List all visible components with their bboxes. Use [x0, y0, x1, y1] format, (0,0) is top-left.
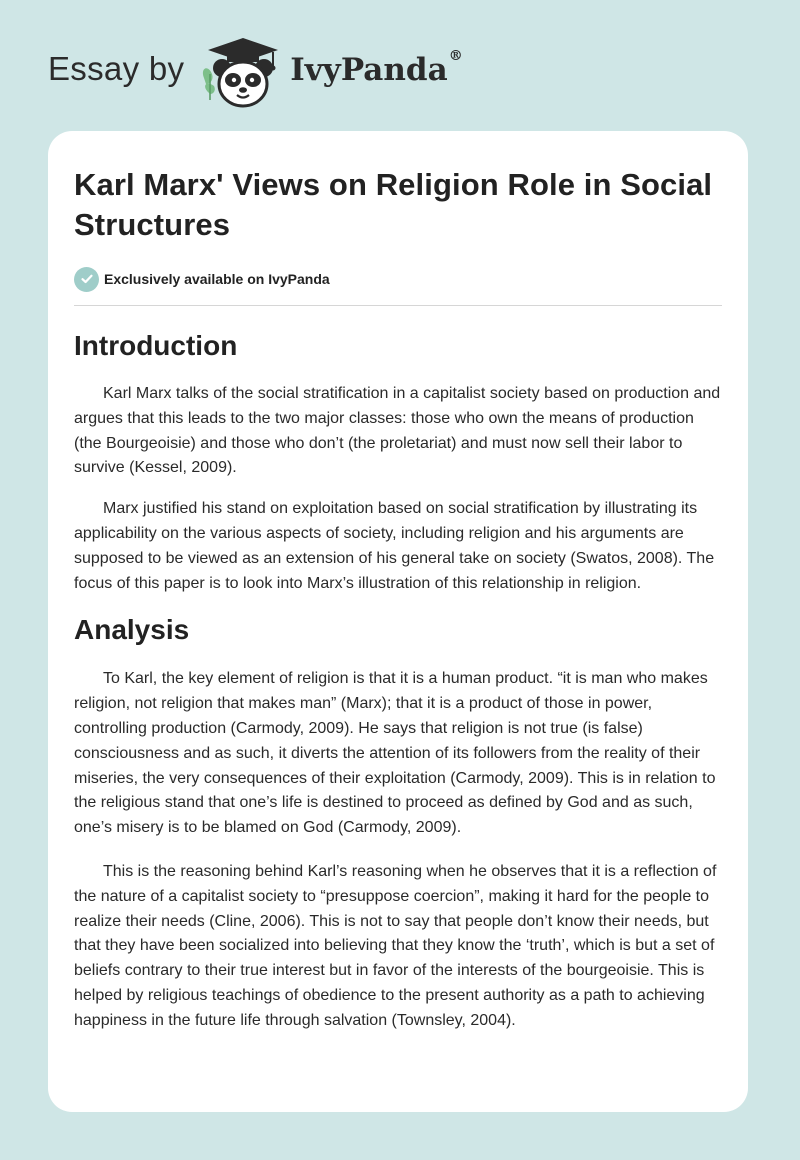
exclusive-badge — [74, 265, 722, 293]
brand-name[interactable]: IvyPanda® — [290, 48, 463, 88]
essay-title: Karl Marx' Views on Religion Role in Social Structures — [74, 167, 713, 242]
panda-logo-icon[interactable] — [198, 34, 288, 110]
section-heading-introduction: Introduction — [74, 330, 238, 361]
brand-prefix: Essay by — [48, 50, 185, 87]
paragraph: Karl Marx talks of the social stratification in a capitalist society based on production and argues that this leads to the two major classes: those who own the means of production (the Bourgeoisie) and those who don’t (the proletariat) and must now sell their labor to survive (Kessel, 2009). — [74, 385, 721, 477]
badge-label: Exclusively available on IvyPanda — [104, 271, 330, 287]
paragraph: To Karl, the key element of religion is that it is a human product. “it is man who makes religion, not religion that makes man” (Marx); that it is a product of those in power, controlling production (Carmody, 2009). He says that religion is not true (is false) consciousness and as such, it diverts the attention of its followers from the reality of their miseries, the very consequences of their exploitation (Carmody, 2009). This is in relation to the religious stand that one’s life is destined to proceed as defined by God and as such, one’s misery is to be blamed on God (Carmody, 2009). — [74, 670, 716, 837]
paragraph: This is the reasoning behind Karl’s reasoning when he observes that it is a reflection of the nature of a capitalist society to “presuppose coercion”, making it hard for the people to realize their needs (Cline, 2006). This is not to say that people don’t know their needs, but that they have been socialized into believing that they know the ‘truth’, which is but a set of beliefs contrary to their true interest but in favor of the interests of the bourgeoisie. This is helped by religious teachings of obedience to the present authority as a path to achieving happiness in the future life through salvation (Townsley, 2004). — [74, 862, 717, 1029]
essay-card — [48, 131, 748, 1112]
site-header — [48, 34, 463, 110]
divider — [74, 305, 722, 306]
paragraph: Marx justified his stand on exploitation based on social stratification by illustrating its applicability on the various aspects of society, including religion and his arguments are supposed to be viewed as an extension of his general take on society (Swatos, 2008). The focus of this paper is to look into Marx’s illustration of this relationship in religion. — [74, 500, 715, 592]
check-circle-icon — [74, 267, 99, 292]
section-heading-analysis: Analysis — [74, 614, 190, 646]
